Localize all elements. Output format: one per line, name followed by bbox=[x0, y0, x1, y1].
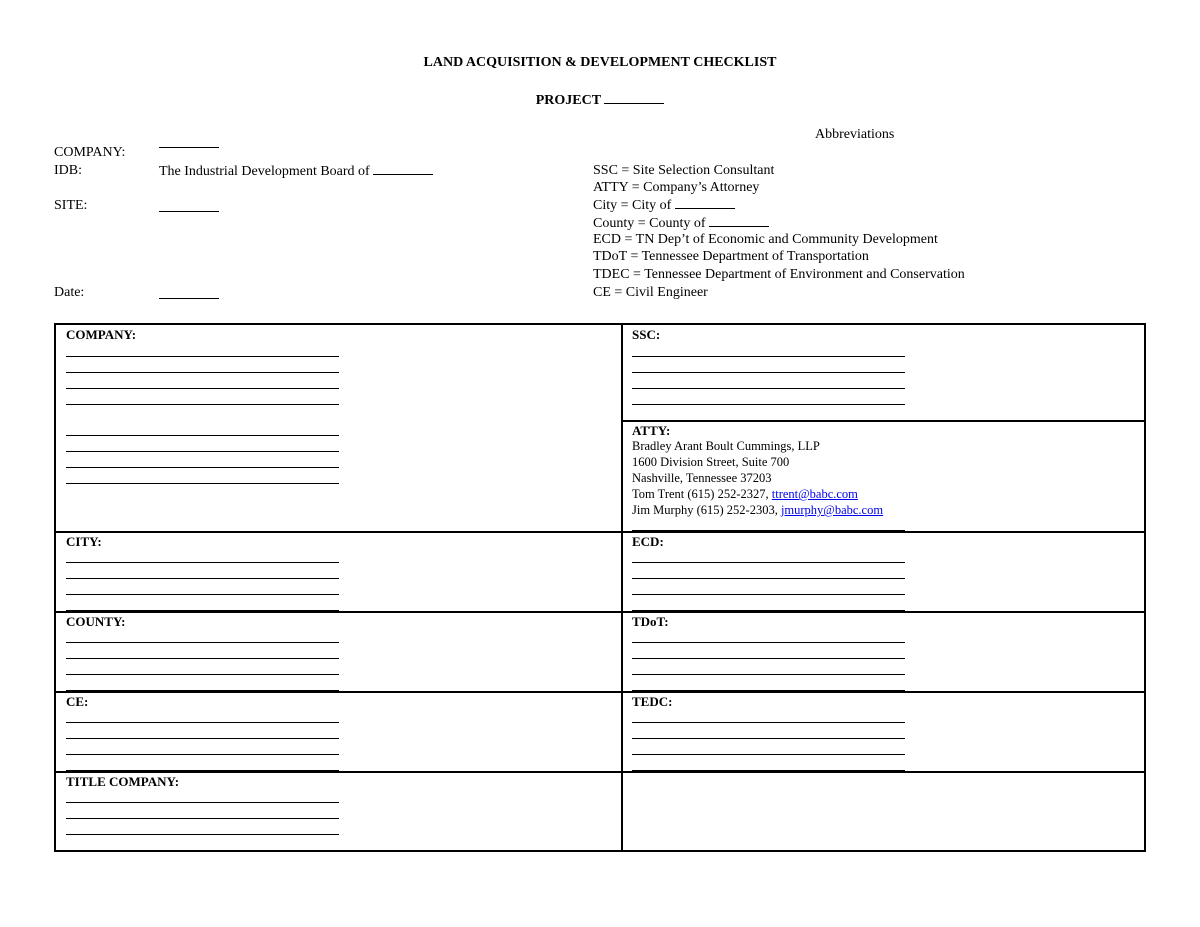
abbr-ecd: ECD = TN Dep’t of Economic and Community Development bbox=[593, 232, 938, 247]
abbr-city bbox=[593, 196, 735, 214]
cell-ce bbox=[56, 693, 621, 771]
project-line bbox=[0, 91, 1200, 109]
abbr-tdot: TDoT = Tennessee Department of Transportation bbox=[593, 249, 869, 264]
company-line-5[interactable] bbox=[66, 435, 339, 436]
city-line-1[interactable] bbox=[66, 562, 339, 563]
city-line-3[interactable] bbox=[66, 594, 339, 595]
abbr-city-text: City = City of bbox=[593, 198, 672, 213]
atty-contact-1 bbox=[632, 486, 858, 502]
label-ce: CE: bbox=[66, 694, 89, 709]
cell-title-company bbox=[56, 773, 621, 852]
ecd-line-3[interactable] bbox=[632, 594, 905, 595]
tedc-line-3[interactable] bbox=[632, 754, 905, 755]
abbr-county bbox=[593, 214, 769, 232]
abbr-tdec: TDEC = Tennessee Department of Environment and Conservation bbox=[593, 267, 965, 282]
company-line-6[interactable] bbox=[66, 451, 339, 452]
cell-empty bbox=[623, 773, 1146, 852]
cell-tedc bbox=[623, 693, 1146, 771]
atty-city: Nashville, Tennessee 37203 bbox=[632, 471, 772, 485]
ecd-line-2[interactable] bbox=[632, 578, 905, 579]
label-county: COUNTY: bbox=[66, 614, 126, 629]
tdot-line-2[interactable] bbox=[632, 658, 905, 659]
company-line-8[interactable] bbox=[66, 483, 339, 484]
county-line-2[interactable] bbox=[66, 658, 339, 659]
label-ecd: ECD: bbox=[632, 534, 664, 549]
tedc-line-2[interactable] bbox=[632, 738, 905, 739]
site-label: SITE: bbox=[54, 198, 88, 213]
cell-county bbox=[56, 613, 621, 691]
label-atty: ATTY: bbox=[632, 423, 671, 438]
abbr-county-blank bbox=[709, 214, 769, 227]
company-line-2[interactable] bbox=[66, 372, 339, 373]
ssc-line-3[interactable] bbox=[632, 388, 905, 389]
cell-company bbox=[56, 325, 621, 531]
cell-ssc bbox=[623, 325, 1146, 420]
company-label: COMPANY: bbox=[54, 145, 126, 160]
label-ssc: SSC: bbox=[632, 327, 661, 342]
date-blank bbox=[159, 286, 219, 299]
title-company-line-3[interactable] bbox=[66, 834, 339, 835]
title-company-line-4[interactable] bbox=[66, 850, 339, 851]
abbr-atty: ATTY = Company’s Attorney bbox=[593, 180, 760, 195]
tdot-line-4[interactable] bbox=[632, 690, 905, 691]
abbr-city-blank bbox=[675, 196, 735, 209]
tedc-line-1[interactable] bbox=[632, 722, 905, 723]
company-line-3[interactable] bbox=[66, 388, 339, 389]
ssc-line-1[interactable] bbox=[632, 356, 905, 357]
county-line-3[interactable] bbox=[66, 674, 339, 675]
label-tedc: TEDC: bbox=[632, 694, 673, 709]
ce-line-1[interactable] bbox=[66, 722, 339, 723]
tdot-line-3[interactable] bbox=[632, 674, 905, 675]
document-title: LAND ACQUISITION & DEVELOPMENT CHECKLIST bbox=[423, 55, 777, 70]
site-blank bbox=[159, 199, 219, 212]
abbr-county-text: County = County of bbox=[593, 216, 706, 231]
idb-value bbox=[159, 162, 433, 181]
atty-street: 1600 Division Street, Suite 700 bbox=[632, 455, 790, 469]
label-city: CITY: bbox=[66, 534, 102, 549]
company-blank bbox=[159, 147, 219, 148]
idb-value-text: The Industrial Development Board of bbox=[159, 164, 370, 179]
ecd-line-4[interactable] bbox=[632, 610, 905, 611]
cell-tdot bbox=[623, 613, 1146, 691]
atty-email-2-link[interactable]: jmurphy@babc.com bbox=[780, 503, 884, 517]
ce-line-4[interactable] bbox=[66, 770, 339, 771]
city-line-2[interactable] bbox=[66, 578, 339, 579]
county-line-4[interactable] bbox=[66, 690, 339, 691]
ce-line-2[interactable] bbox=[66, 738, 339, 739]
idb-blank bbox=[373, 162, 433, 175]
cell-ecd bbox=[623, 533, 1146, 611]
title-company-line-1[interactable] bbox=[66, 802, 339, 803]
ce-line-3[interactable] bbox=[66, 754, 339, 755]
ecd-line-1[interactable] bbox=[632, 562, 905, 563]
company-line-1[interactable] bbox=[66, 356, 339, 357]
date-label: Date: bbox=[54, 285, 85, 300]
project-label: PROJECT bbox=[535, 93, 601, 108]
ssc-line-2[interactable] bbox=[632, 372, 905, 373]
atty-contact-1-text: Tom Trent (615) 252-2327, bbox=[632, 487, 772, 501]
county-line-1[interactable] bbox=[66, 642, 339, 643]
cell-atty bbox=[623, 422, 1146, 531]
atty-firm: Bradley Arant Boult Cummings, LLP bbox=[632, 439, 820, 453]
atty-line-1[interactable] bbox=[632, 530, 905, 531]
cell-city bbox=[56, 533, 621, 611]
tdot-line-1[interactable] bbox=[632, 642, 905, 643]
atty-contact-2 bbox=[632, 502, 883, 518]
label-tdot: TDoT: bbox=[632, 614, 669, 629]
city-line-4[interactable] bbox=[66, 610, 339, 611]
ssc-line-4[interactable] bbox=[632, 404, 905, 405]
project-blank bbox=[604, 91, 664, 104]
company-line-7[interactable] bbox=[66, 467, 339, 468]
tedc-line-4[interactable] bbox=[632, 770, 905, 771]
atty-contact-2-text: Jim Murphy (615) 252-2303, bbox=[632, 503, 781, 517]
idb-label: IDB: bbox=[54, 163, 82, 178]
abbr-ce: CE = Civil Engineer bbox=[593, 285, 708, 300]
contacts-table bbox=[54, 323, 1146, 852]
abbreviations-heading: Abbreviations bbox=[815, 127, 895, 142]
label-company: COMPANY: bbox=[66, 327, 137, 342]
abbr-ssc: SSC = Site Selection Consultant bbox=[593, 163, 775, 178]
label-title-company: TITLE COMPANY: bbox=[66, 774, 180, 789]
atty-email-1-link[interactable]: ttrent@babc.com bbox=[771, 487, 858, 501]
title-company-line-2[interactable] bbox=[66, 818, 339, 819]
company-line-4[interactable] bbox=[66, 404, 339, 405]
